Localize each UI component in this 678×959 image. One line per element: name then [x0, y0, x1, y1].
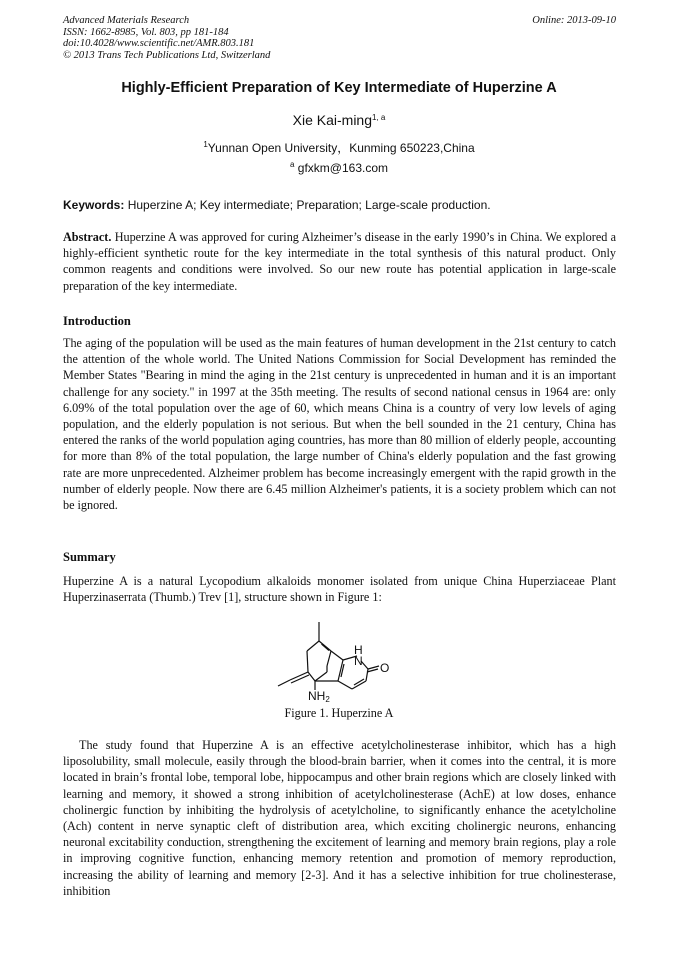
- author-superscript: 1, a: [372, 113, 386, 122]
- structure-labels: [308, 643, 389, 704]
- online-date: Online: 2013-09-10: [532, 15, 616, 26]
- introduction-heading: Introduction: [63, 314, 131, 328]
- summary-heading: Summary: [63, 550, 116, 564]
- figure-caption: Figure 1. Huperzine A: [284, 706, 394, 720]
- paper-author: [0, 112, 678, 128]
- journal-issn: ISSN: 1662-8985, Vol. 803, pp 181-184: [63, 26, 229, 38]
- keywords-label: Keywords:: [63, 198, 125, 212]
- email-superscript: a: [289, 160, 295, 169]
- abstract: [63, 229, 616, 294]
- affiliation-superscript: 1: [203, 140, 208, 149]
- atom-label-o: O: [380, 661, 390, 675]
- nh-text: NH: [308, 689, 326, 703]
- paper-title: Highly-Efficient Preparation of Key Intermediate of Huperzine A: [121, 80, 557, 96]
- atom-label-nh: [308, 689, 330, 704]
- huperzine-structure-figure: [270, 614, 410, 706]
- affiliation: [0, 139, 678, 156]
- journal-doi: doi:10.4028/www.scientific.net/AMR.803.181: [63, 38, 255, 50]
- introduction-text: The aging of the population will be used as the main features of human development in the 21st century to catch the attention of the whole world. The United Nations Commission for Social Development has reminded the Member States "Bearing in mind the aging in the 21st century is unprecedented in human and it is an important challenge for any society." in 1997 at the 35th meeting. The results of second national census in 1964 are: only 6.09% of the total population over the age of 60, which means China is a country of very low levels of aging population, and the elderly population is not serious. But when the bell sounded in the 21 century, China has entered the ranks of the world population aging countries, has more than 80 million of elderly people, accounting for more than 8% of the total population, the large number of China's elderly population and the fast growing rate are more unprecedented. Alzheimer problem has become increasingly emergent with the rapid growth in the number of elderly people. Now there are 6.45 million Alzheimer's patients, it is a society problem which can not be ignored.: [63, 336, 616, 513]
- email-text: gfxkm@163.com: [297, 161, 388, 175]
- atom-label-n: N: [354, 654, 363, 668]
- nh-subscript: 2: [325, 695, 330, 704]
- author-name: Xie Kai-ming: [292, 112, 373, 128]
- atom-label-h: H: [354, 643, 363, 657]
- affiliation-text: Yunnan Open University，Kunming 650223,China: [207, 141, 475, 155]
- keywords: [63, 198, 616, 212]
- abstract-label: Abstract.: [63, 230, 112, 244]
- keywords-text: Huperzine A; Key intermediate; Preparation; Large-scale production.: [127, 198, 491, 212]
- journal-name: Advanced Materials Research: [63, 15, 190, 26]
- body-text: The study found that Huperzine A is an effective acetylcholinesterase inhibitor, which has a high liposolubility, small molecule, easily through the blood-brain barrier, when it comes into the central, it is more located in brain’s frontal lobe, temporal lobe, hippocampus and other brain regions which are closely linked with learning and memory, it showed a strong inhibition of acetylcholinesterase (AchE) at low doses, enhance cholinergic function by inhibiting the hydrolysis of acetylcholine, to significantly enhance the acetylcholine (Ach) content in nerve synaptic cleft of distribution area, which exciting cholinergic neurons, enhancing neuronal excitability conduction, strengthening the excitement of learning and memory brain regions, play a role in improving cognitive function, enhancing memory retention and promotion of memory reproduction, increasing the ability of learning and memory [2-3]. And it has a selective inhibition for true cholinesterase, inhibition: [63, 738, 616, 898]
- abstract-text: Huperzine A was approved for curing Alzheimer’s disease in the early 1990’s in China. We explored a highly-efficient synthetic route for the key intermediate in the total synthesis of this natural product. Only common reagents and conditions were involved. So our new route has potential application in large-scale preparation of the key intermediate.: [63, 230, 617, 293]
- page-header: [63, 15, 616, 61]
- structure-bonds: [278, 622, 379, 690]
- summary-text: Huperzine A is a natural Lycopodium alkaloids monomer isolated from unique China Huperziaceae Plant Huperzinaserrata (Thumb.) Trev [1], structure shown in Figure 1:: [63, 574, 616, 605]
- journal-copyright: © 2013 Trans Tech Publications Ltd, Switzerland: [63, 49, 271, 61]
- author-email: [0, 161, 678, 175]
